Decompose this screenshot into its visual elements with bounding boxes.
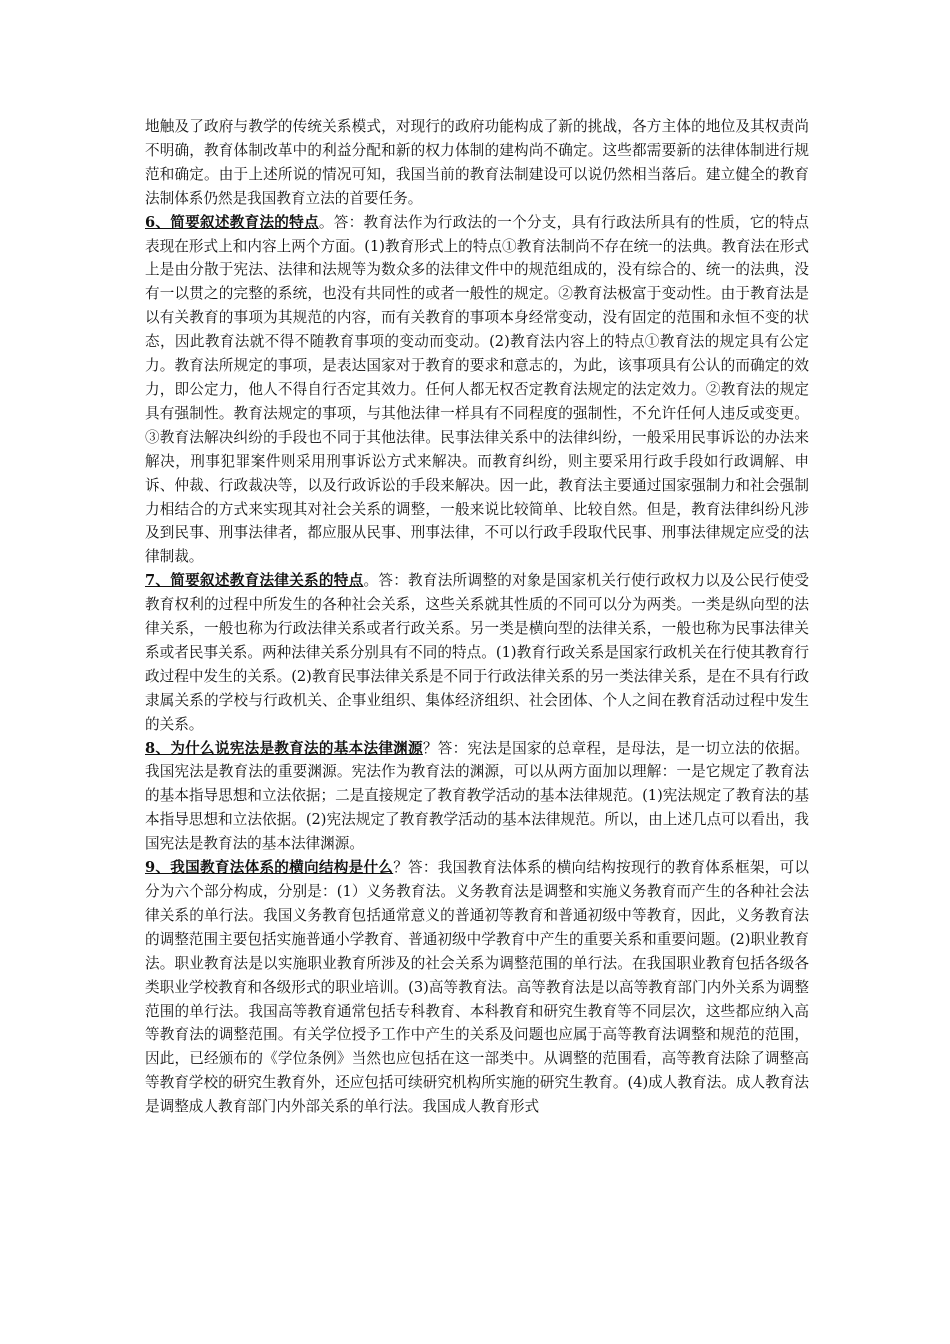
paragraph-question-8 xyxy=(145,737,809,857)
paragraph-text: 地触及了政府与教学的传统关系模式，对现行的政府功能构成了新的挑战，各方主体的地位及其权责尚不明确，教育体制改革中的利益分配和新的权力体制的建构尚不确定。这些都需要新的法律体制进行规范和确定。由于上述所说的情况可知，我国当前的教育法制建设可以说仍然相当落后。建立健全的教育法制体系仍然是我国教育立法的首要任务。 xyxy=(145,118,809,207)
answer-text: 。答：教育法作为行政法的一个分支，具有行政法所具有的性质，它的特点表现在形式上和内容上两个方面。(1)教育形式上的特点①教育法制尚不存在统一的法典。教育法在形式上是由分散于宪法、法律和法规等为数众多的法律文件中的规范组成的，没有综合的、统一的法典，没有一以贯之的完整的系统，也没有共同性的或者一般性的规定。②教育法极富于变动性。由于教育法是以有关教育的事项为其规范的内容，而有关教育的事项本身经常变动，没有固定的范围和永恒不变的状态，因此教育法就不得不随教育事项的变动而变动。(2)教育法内容上的特点①教育法的规定具有公定力。教育法所规定的事项，是表达国家对于教育的要求和意志的，为此，该事项具有公认的而确定的效力，即公定力，他人不得自行否定其效力。任何人都无权否定教育法规定的法定效力。②教育法的规定具有强制性。教育法规定的事项，与其他法律一样具有不同程度的强制性，不允许任何人违反或变更。③教育法解决纠纷的手段也不同于其他法律。民事法律关系中的法律纠纷，一般采用民事诉讼的办法来解决，刑事犯罪案件则采用刑事诉讼方式来解决。而教育纠纷，则主要采用行政手段如行政调解、申诉、仲裁、行政裁决等，以及行政诉讼的手段来解决。因一此，教育法主要通过国家强制力和社会强制力相结合的方式来实现其对社会关系的调整，一般来说比较简单、比较自然。但是，教育法律纠纷凡涉及到民事、刑事法律者，都应服从民事、刑事法律，不可以行政手段取代民事、刑事法律规定应受的法律制裁。 xyxy=(145,213,809,566)
paragraph-question-9 xyxy=(145,856,809,1119)
question-heading: 9、我国教育法体系的横向结构是什么 xyxy=(145,859,394,877)
question-heading: 8、为什么说宪法是教育法的基本法律渊源 xyxy=(145,739,423,757)
document-page xyxy=(145,115,809,1119)
answer-text: ？答：宪法是国家的总章程，是母法，是一切立法的依据。我国宪法是教育法的重要渊源。宪法作为教育法的渊源，可以从两方面加以理解：一是它规定了教育法的基本指导思想和立法依据；二是直接规定了教育教学活动的基本法律规范。(1)宪法规定了教育法的基本指导思想和立法依据。(2)宪法规定了教育教学活动的基本法律规范。所以，由上述几点可以看出，我国宪法是教育法的基本法律渊源。 xyxy=(145,739,809,853)
question-heading: 7、简要叙述教育法律关系的特点 xyxy=(145,572,364,590)
paragraph-question-7 xyxy=(145,569,809,736)
answer-text: ？答：我国教育法体系的横向结构按现行的教育体系框架，可以分为六个部分构成，分别是：(1）义务教育法。义务教育法是调整和实施义务教育而产生的各种社会法律关系的单行法。我国义务教育包括通常意义的普通初等教育和普通初级中等教育，因此，义务教育法的调整范围主要包括实施普通小学教育、普通初级中学教育中产生的重要关系和重要问题。(2)职业教育法。职业教育法是以实施职业教育所涉及的社会关系为调整范围的单行法。在我国职业教育包括各级各类职业学校教育和各级形式的职业培训。(3)高等教育法。高等教育法是以高等教育部门内外关系为调整范围的单行法。我国高等教育通常包括专科教育、本科教育和研究生教育等不同层次，这些都应纳入高等教育法的调整范围。有关学位授予工作中产生的关系及问题也应属于高等教育法调整和规范的范围，因此，已经颁布的《学位条例》当然也应包括在这一部类中。从调整的范围看，高等教育法除了调整高等教育学校的研究生教育外，还应包括可续研究机构所实施的研究生教育。(4)成人教育法。成人教育法是调整成人教育部门内外部关系的单行法。我国成人教育形式 xyxy=(145,859,809,1116)
paragraph-continuation xyxy=(145,115,809,211)
answer-text: 。答：教育法所调整的对象是国家机关行使行政权力以及公民行使受教育权利的过程中所发生的各种社会关系，这些关系就其性质的不同可以分为两类。一类是纵向型的法律关系，一般也称为行政法律关系或者行政关系。另一类是横向型的法律关系，一般也称为民事法律关系或者民事关系。两种法律关系分别具有不同的特点。(1)教育行政关系是国家行政机关在行使其教育行政过程中发生的关系。(2)教育民事法律关系是不同于行政法律关系的另一类法律关系，是在不具有行政隶属关系的学校与行政机关、企事业组织、集体经济组织、社会团体、个人之间在教育活动过程中发生的关系。 xyxy=(145,572,809,733)
paragraph-question-6 xyxy=(145,211,809,570)
question-heading: 6、简要叙述教育法的特点 xyxy=(145,213,319,231)
